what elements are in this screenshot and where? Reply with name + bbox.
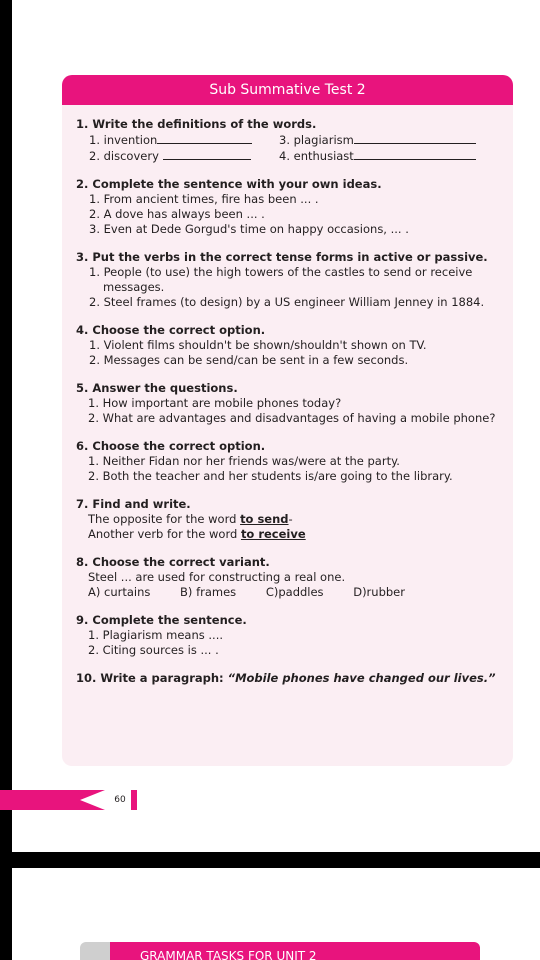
keyword: to receive <box>240 527 306 541</box>
answer-blank <box>163 148 251 160</box>
section-heading: 3. Put the verbs in the correct tense forms in active or passive. <box>76 250 488 264</box>
answer-blank <box>157 132 252 144</box>
section-7 <box>76 497 516 542</box>
word-item: 2. discovery <box>89 149 159 163</box>
task-line: 2. Citing sources is ... . <box>88 643 219 657</box>
next-page-title: GRAMMAR TASKS FOR UNIT 2 <box>110 942 480 960</box>
option-a: A) curtains <box>88 585 151 599</box>
section-1 <box>76 117 516 164</box>
option-b: B) frames <box>180 585 237 599</box>
section-9 <box>76 613 516 658</box>
task-line: 1. Violent films shouldn't be shown/shouldn't shown on TV. <box>89 338 427 352</box>
task-line: The opposite for the word to send- <box>88 512 293 526</box>
section-2 <box>76 177 516 237</box>
answer-blank <box>354 148 476 160</box>
section-heading: 2. Complete the sentence with your own ideas. <box>76 177 382 191</box>
section-heading: 6. Choose the correct option. <box>76 439 266 453</box>
word-item: 4. enthusiast <box>279 149 354 163</box>
keyword: to send <box>240 512 289 526</box>
options-row <box>76 585 516 600</box>
section-3 <box>76 250 516 310</box>
test-content <box>76 117 516 699</box>
page-bar-end <box>131 790 137 810</box>
task-line: 1. How important are mobile phones today? <box>88 396 342 410</box>
section-heading: 9. Complete the sentence. <box>76 613 247 627</box>
page-number: 60 <box>105 790 135 810</box>
task-line: 2. Steel frames (to design) by a US engineer William Jenney in 1884. <box>89 295 485 309</box>
task-line: Another verb for the word to receive <box>88 527 306 541</box>
section-heading: 7. Find and write. <box>76 497 191 511</box>
task-line: Steel ... are used for constructing a real one. <box>88 570 346 584</box>
task-line: 1. People (to use) the high towers of the castles to send or receive <box>89 265 473 279</box>
page-arrow-icon <box>80 790 105 810</box>
section-heading: 10. Write a paragraph: <box>76 671 228 685</box>
task-line: 2. Both the teacher and her students is/are going to the library. <box>88 469 453 483</box>
option-c: C)paddles <box>265 585 324 599</box>
section-heading: 5. Answer the questions. <box>76 381 238 395</box>
section-10 <box>76 671 516 686</box>
task-line: 2. A dove has always been ... . <box>89 207 265 221</box>
section-4 <box>76 323 516 368</box>
task-line: 1. Neither Fidan nor her friends was/were at the party. <box>88 454 400 468</box>
next-page-tab <box>80 942 110 960</box>
task-line: 2. What are advantages and disadvantages of having a mobile phone? <box>88 411 496 425</box>
task-line: 1. Plagiarism means .... <box>88 628 224 642</box>
section-5 <box>76 381 516 426</box>
paragraph-topic: “Mobile phones have changed our lives.” <box>227 671 496 685</box>
answer-blank <box>354 132 476 144</box>
task-line: 2. Messages can be send/can be sent in a few seconds. <box>89 353 409 367</box>
section-heading: 8. Choose the correct variant. <box>76 555 270 569</box>
section-heading: 1. Write the definitions of the words. <box>76 117 317 131</box>
task-line: 3. Even at Dede Gorgud's time on happy occasions, ... . <box>89 222 409 236</box>
section-6 <box>76 439 516 484</box>
option-d: D)rubber <box>353 585 405 599</box>
test-title-banner: Sub Summative Test 2 <box>62 75 513 105</box>
word-item: 3. plagiarism <box>279 133 354 147</box>
section-heading: 4. Choose the correct option. <box>76 323 266 337</box>
word-item: 1. invention <box>89 133 158 147</box>
task-line: 1. From ancient times, fire has been ... . <box>89 192 319 206</box>
task-line-continued: messages. <box>103 280 165 294</box>
section-8 <box>76 555 516 600</box>
